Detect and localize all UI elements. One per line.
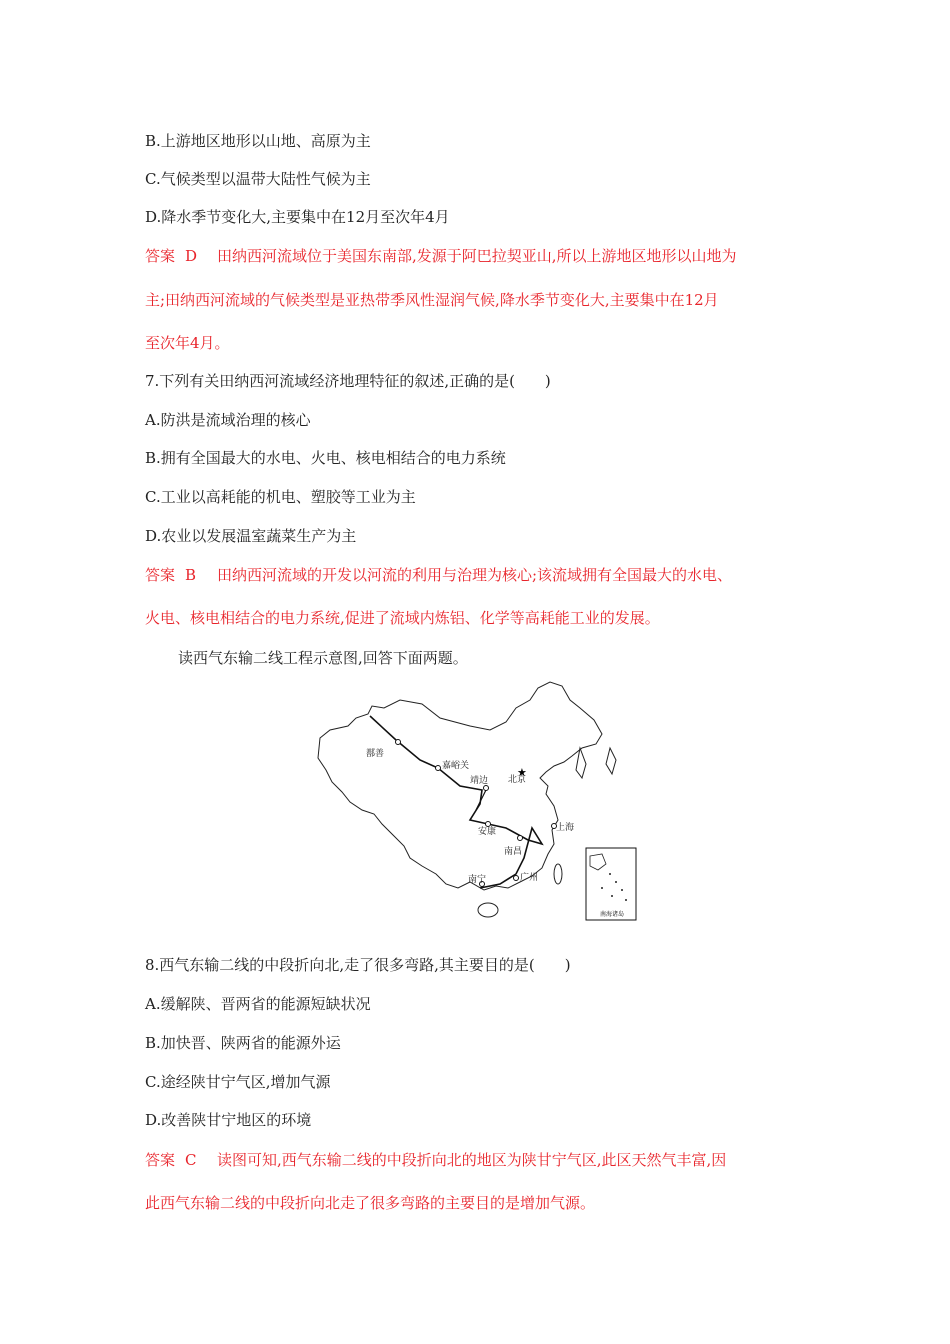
q6-answer-line3: 至次年4月。 (145, 334, 230, 352)
answer-label: 答案 (145, 1151, 176, 1169)
q7-stem: 7.下列有关田纳西河流域经济地理特征的叙述,正确的是( ) (145, 372, 551, 390)
pipeline-map (310, 678, 640, 923)
q6-option-c: C.气候类型以温带大陆性气候为主 (145, 170, 371, 188)
q6-option-b: B.上游地区地形以山地、高原为主 (145, 132, 371, 150)
q8-option-d: D.改善陕甘宁地区的环境 (145, 1111, 312, 1129)
q7-answer-line1 (145, 565, 732, 585)
q7-option-a: A.防洪是流域治理的核心 (145, 411, 311, 429)
q7-option-b: B.拥有全国最大的水电、火电、核电相结合的电力系统 (145, 449, 506, 467)
q8-answer-line1 (145, 1150, 726, 1170)
q8-option-c: C.途经陕甘宁气区,增加气源 (145, 1073, 331, 1091)
japan-outline (606, 748, 616, 774)
map-intro: 读西气东输二线工程示意图,回答下面两题。 (178, 649, 468, 667)
label-guangzhou: 广州 (520, 873, 539, 883)
marker-guangzhou (514, 876, 519, 881)
q7-option-c: C.工业以高耗能的机电、塑胶等工业为主 (145, 488, 416, 506)
inset-label: 南海诸岛 (600, 911, 625, 918)
marker-shanshan (396, 740, 401, 745)
answer-text: 田纳西河流域位于美国东南部,发源于阿巴拉契亚山,所以上游地区地形以山地为 (217, 247, 737, 265)
label-nanning: 南宁 (468, 875, 487, 885)
q7-option-d: D.农业以发展温室蔬菜生产为主 (145, 527, 357, 545)
star-icon: ★ (517, 766, 527, 779)
answer-label: 答案 (145, 566, 176, 584)
answer-key: C (185, 1151, 197, 1169)
q8-stem: 8.西气东输二线的中段折向北,走了很多弯路,其主要目的是( ) (145, 956, 571, 974)
q8-option-b: B.加快晋、陕两省的能源外运 (145, 1034, 341, 1052)
label-ankang: 安康 (478, 827, 497, 837)
label-shanshan: 鄯善 (366, 749, 385, 759)
q8-answer-line2: 此西气东输二线的中段折向北走了很多弯路的主要目的是增加气源。 (145, 1194, 596, 1212)
q6-answer-line2: 主;田纳西河流域的气候类型是亚热带季风性湿润气候,降水季节变化大,主要集中在12月 (145, 291, 719, 309)
marker-nanchang (518, 836, 523, 841)
answer-key: B (185, 566, 197, 584)
answer-label: 答案 (145, 247, 176, 265)
answer-text: 读图可知,西气东输二线的中段折向北的地区为陕甘宁气区,此区天然气丰富,因 (217, 1151, 727, 1169)
answer-key: D (185, 247, 198, 265)
label-beijing: 北京 (508, 775, 527, 785)
label-jingbian: 靖边 (470, 776, 489, 786)
hainan-island (478, 903, 498, 917)
south-china-sea-inset (586, 848, 636, 920)
label-jiayuguan: 嘉峪关 (442, 761, 470, 771)
marker-ankang (486, 822, 491, 827)
q7-answer-line2: 火电、核电相结合的电力系统,促进了流域内炼铝、化学等高耗能工业的发展。 (145, 609, 660, 627)
marker-jingbian (484, 786, 489, 791)
q6-option-d: D.降水季节变化大,主要集中在12月至次年4月 (145, 208, 450, 226)
korea-outline (576, 748, 586, 778)
q6-answer-line1 (145, 246, 737, 266)
answer-text: 田纳西河流域的开发以河流的利用与治理为核心;该流域拥有全国最大的水电、 (217, 566, 733, 584)
marker-jiayuguan (436, 766, 441, 771)
label-nanchang: 南昌 (504, 847, 523, 857)
q8-option-a: A.缓解陕、晋两省的能源短缺状况 (145, 995, 371, 1013)
taiwan-island (554, 864, 562, 884)
label-shanghai: 上海 (556, 823, 575, 833)
